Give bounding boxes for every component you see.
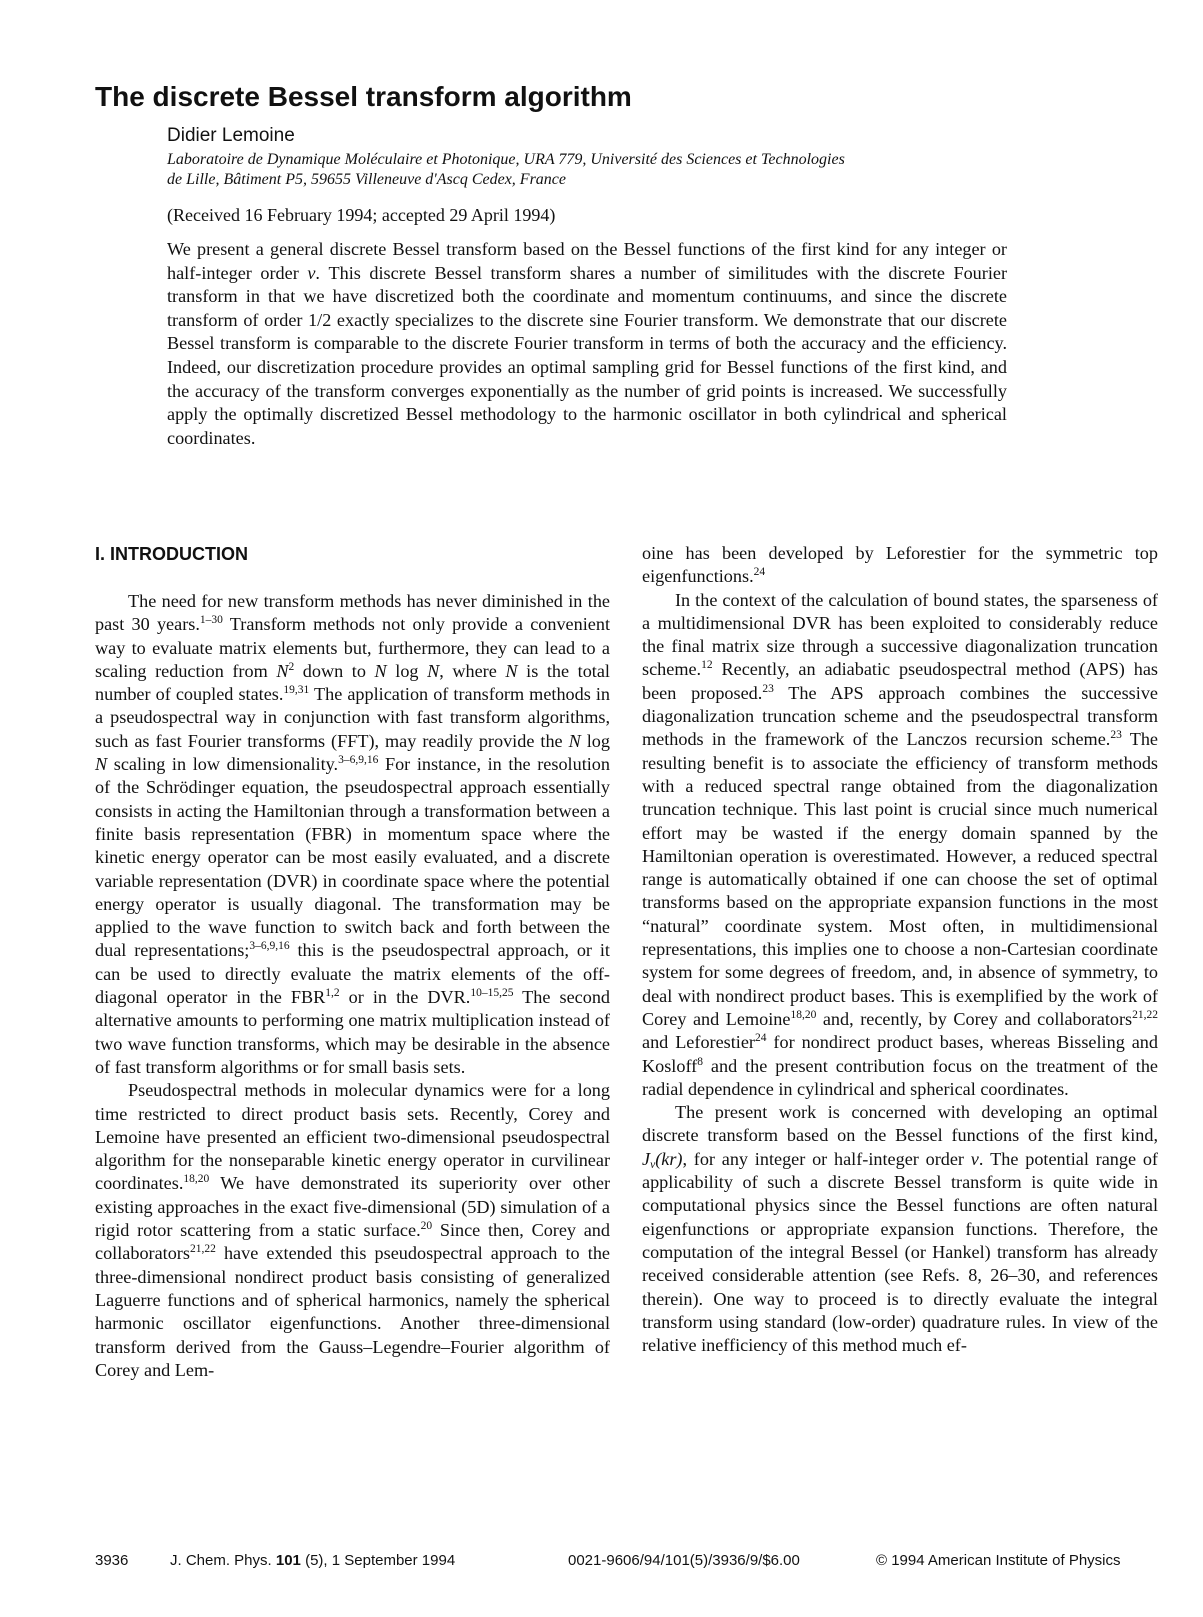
citation: 1–30	[199, 614, 223, 627]
citation: 19,31	[283, 684, 310, 697]
citation: 20	[420, 1220, 433, 1233]
citation: 1,2	[325, 987, 340, 1000]
citation: 12	[701, 659, 713, 672]
symbol-J: J	[642, 1148, 651, 1169]
text-run: and the present contribution focus on the treatment of the radial dependence in cylindrical and spherical coordinates.	[642, 1055, 1158, 1099]
text-run: this is the pseudospectral approach, or it can be used to directly evaluate the matrix elements of the off-diagonal operator in the FBR	[95, 940, 610, 1008]
paragraph	[642, 1101, 1158, 1357]
abstract-text: . This discrete Bessel transform shares a number of similitudes with the discrete Fourier transform in that we have discretized both the coordinate and momentum continuums, and since the discrete transform of order 1/2 exactly specializes to the discrete sine Fourier transform. We demonstrate that our discrete Bessel transform is comparable to the discrete Fourier transform in terms of both the accuracy and the efficiency. Indeed, our discretization procedure provides an optimal sampling grid for Bessel functions of the first kind, and the accuracy of the transform converges exponentially as the number of grid points is increased. We successfully apply the optimally discretized Bessel methodology to the harmonic oscillator in both cylindrical and spherical coordinates.	[167, 262, 1007, 448]
text-run: and Leforestier	[642, 1032, 755, 1053]
right-column	[642, 542, 1158, 1357]
symbol-nu: ν	[650, 1158, 656, 1171]
citation: 24	[754, 1032, 767, 1045]
text-run: The application of transform methods in a pseudospectral way in conjunction with fast transform algorithms, such as fast Fourier transforms (FFT), may readily provide the	[95, 684, 611, 751]
text-run: for nondirect product bases, whereas Bisseling and Kosloff	[642, 1032, 1158, 1076]
text-run: log	[580, 730, 610, 751]
text-run: or in the DVR.	[339, 987, 471, 1008]
received-dates: (Received 16 February 1994; accepted 29 April 1994)	[167, 205, 556, 225]
text-run: scaling in low dimensionality.	[107, 754, 339, 775]
citation: 21,22	[189, 1243, 216, 1256]
paragraph	[95, 590, 610, 1079]
text-run: We have demonstrated its superiority over other existing approaches in the exact five-dimensional (5D) simulation of a rigid rotor scattering from a static surface.	[95, 1173, 610, 1241]
text-run: and, recently, by Corey and collaborators	[816, 1008, 1133, 1029]
citation: 23	[762, 682, 774, 695]
text-run: Pseudospectral methods in molecular dynamics were for a long time restricted to direct product basis sets. Recently, Corey and Lemoine have presented an efficient two-dimensional pseudospectral algorithm for the nonseparable kinetic energy operator in curvilinear coordinates.	[95, 1080, 610, 1194]
exponent: 2	[288, 660, 295, 673]
section-heading: I. INTRODUCTION	[95, 544, 248, 564]
text-run: Transform methods not only provide a convenient way to evaluate matrix elements but, furthermore, they can lead to a scaling reduction from	[95, 614, 610, 681]
text-run: , for any integer or half-integer order	[682, 1148, 971, 1169]
affiliation	[167, 150, 1007, 190]
text-run: Recently, an adiabatic pseudospectral method (APS) has been proposed.	[642, 659, 1158, 703]
symbol-N: N	[427, 660, 440, 681]
symbol-N: N	[374, 660, 387, 681]
citation: 10–15,25	[470, 987, 514, 1000]
text-run: The present work is concerned with developing an optimal discrete transform based on the Bessel functions of the first kind,	[642, 1102, 1158, 1146]
paragraph	[642, 589, 1158, 1102]
affiliation-line-1: Laboratoire de Dynamique Moléculaire et Photonique, URA 779, Université des Sciences et Technologies	[167, 151, 845, 168]
citation: 3–6,9,16	[249, 940, 290, 953]
text-run: The APS approach combines the successive diagonalization truncation scheme and the pseudospectral transform methods in the framework of the Lanczos recursion scheme.	[642, 682, 1158, 750]
citation: 21,22	[1132, 1008, 1158, 1021]
journal-issue-date: (5), 1 September 1994	[300, 1552, 456, 1569]
citation: 18,20	[183, 1173, 210, 1186]
text-run: is the total number of coupled states.	[95, 660, 610, 705]
symbol-kr: (kr)	[655, 1148, 683, 1169]
citation: 18,20	[790, 1008, 817, 1021]
paper-title: The discrete Bessel transform algorithm	[95, 81, 632, 112]
text-run: In the context of the calculation of bound states, the sparseness of a multidimensional DVR has been exploited to considerably reduce the final matrix size through a successive diagonalization truncation scheme.	[642, 589, 1158, 680]
paragraph	[642, 542, 1158, 589]
text-run: down to	[294, 660, 375, 681]
article-code: 0021-9606/94/101(5)/3936/9/$6.00	[568, 1552, 800, 1569]
affiliation-line-2: de Lille, Bâtiment P5, 59655 Villeneuve d'Ascq Cedex, France	[167, 171, 567, 188]
author-name: Didier Lemoine	[167, 125, 295, 146]
journal-citation	[170, 1552, 455, 1570]
citation: 23	[1110, 729, 1122, 742]
text-run: The need for new transform methods has never diminished in the past 30 years.	[95, 591, 610, 635]
text-run: . The potential range of applicability of such a discrete Bessel transform is quite wide in computational physics since the Bessel functions are often natural eigenfunctions or appropriate expansion functions. Therefore, the computation of the integral Bessel (or Hankel) transform has already received considerable attention (see Refs. 8, 26–30, and references therein). One way to proceed is to directly evaluate the integral transform using standard (low-order) quadrature rules. In view of the relative inefficiency of this method much ef-	[642, 1148, 1158, 1356]
text-run: For instance, in the resolution of the Schrödinger equation, the pseudospectral approach essentially consists in acting the Hamiltonian through a transformation between a finite basis representation (FBR) in momentum space where the kinetic energy operator can be most easily evaluated, and a discrete variable representation (DVR) in coordinate space where the potential energy operator is usually diagonal. The transformation may be applied to the wave function to switch back and forth between the dual representations;	[95, 754, 610, 961]
citation: 24	[753, 566, 766, 579]
text-run: Since then, Corey and collaborators	[95, 1220, 610, 1264]
text-run: log	[386, 660, 428, 681]
text-run: The resulting benefit is to associate the efficiency of transform methods with a reduced spectral range obtained from the diagonalization truncation technique. This last point is crucial since much numerical effort may be wasted if the energy domain spanned by the Hamiltonian operation is overestimated. However, a reduced spectral range is automatically obtained if one can choose the set of optimal transforms based on the appropriate expansion functions in the most “natural” coordinate system. Most often, in multidimensional representations, this implies one to choose a non-Cartesian coordinate system for some degrees of freedom, and, in absence of symmetry, to deal with nondirect product bases. This is exemplified by the work of Corey and Lemoine	[642, 729, 1159, 1029]
copyright-notice: © 1994 American Institute of Physics	[876, 1552, 1121, 1569]
symbol-nu: ν	[970, 1148, 979, 1169]
text-run: have extended this pseudospectral approach to the three-dimensional nondirect product basis consisting of generalized Laguerre functions and of spherical harmonics, namely the spherical harmonic oscillator eigenfunctions. Another three-dimensional transform derived from the Gauss–Legendre–Fourier algorithm of Corey and Lem-	[95, 1243, 610, 1380]
text-run: oine has been developed by Leforestier for the symmetric top eigenfunctions.	[642, 543, 1158, 587]
citation: 8	[697, 1055, 703, 1068]
text-run: , where	[439, 660, 506, 681]
symbol-N: N	[568, 730, 581, 751]
journal-name: J. Chem. Phys.	[170, 1552, 276, 1569]
abstract	[167, 238, 1007, 450]
symbol-N: N	[276, 660, 289, 681]
left-column	[95, 590, 610, 1382]
citation: 3–6,9,16	[338, 754, 379, 767]
page-number: 3936	[95, 1552, 129, 1569]
symbol-N: N	[95, 754, 108, 775]
text-run: The second alternative amounts to performing one matrix multiplication instead of two wave function transforms, which may be desirable in the absence of fast transform algorithms or for small basis sets.	[95, 987, 611, 1077]
paragraph	[95, 1079, 610, 1382]
abstract-text: We present a general discrete Bessel transform based on the Bessel functions of the first kind for any integer or half-integer order	[167, 239, 1007, 283]
symbol-nu: ν	[307, 262, 316, 283]
journal-volume: 101	[275, 1552, 301, 1569]
symbol-N: N	[505, 660, 518, 681]
